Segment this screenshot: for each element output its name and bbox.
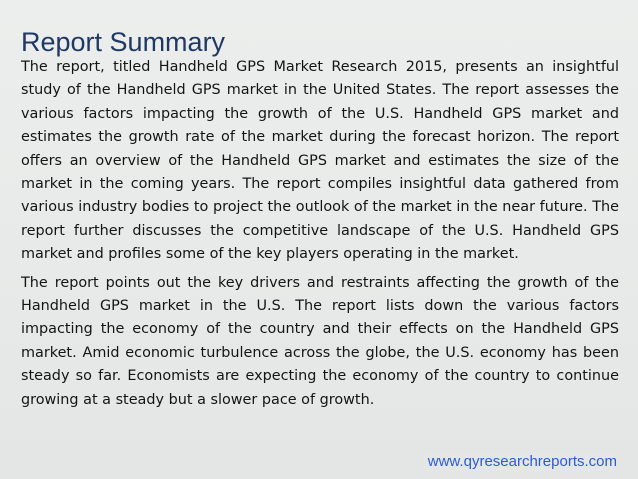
summary-paragraph-2: The report points out the key drivers and restraints affecting the growth of the Handheld GPS market in the U.S. The report lists down the various factors impacting the economy of the country and their effects on the Handheld GPS market. Amid economic turbulence across the globe, the U.S. economy has been steady so far. Economists are expecting the economy of the country to continue growing at a steady but a slower pace of growth.	[21, 274, 619, 408]
slide-title: Report Summary	[21, 27, 226, 57]
summary-paragraph-1: The report, titled Handheld GPS Market Research 2015, presents an insightful study of the Handheld GPS market in the United States. The report assesses the various factors impacting the growth of the U.S. Handheld GPS market and estimates the growth rate of the market during the forecast horizon. The report offers an overview of the Handheld GPS market and estimates the size of the market in the coming years. The report compiles insightful data gathered from various industry bodies to project the outlook of the market in the near future. The report further discusses the competitive landscape of the U.S. Handheld GPS market and profiles some of the key players operating in the market.	[21, 59, 619, 263]
report-summary-body	[21, 56, 619, 412]
website-link[interactable]: www.qyresearchreports.com	[424, 453, 617, 471]
